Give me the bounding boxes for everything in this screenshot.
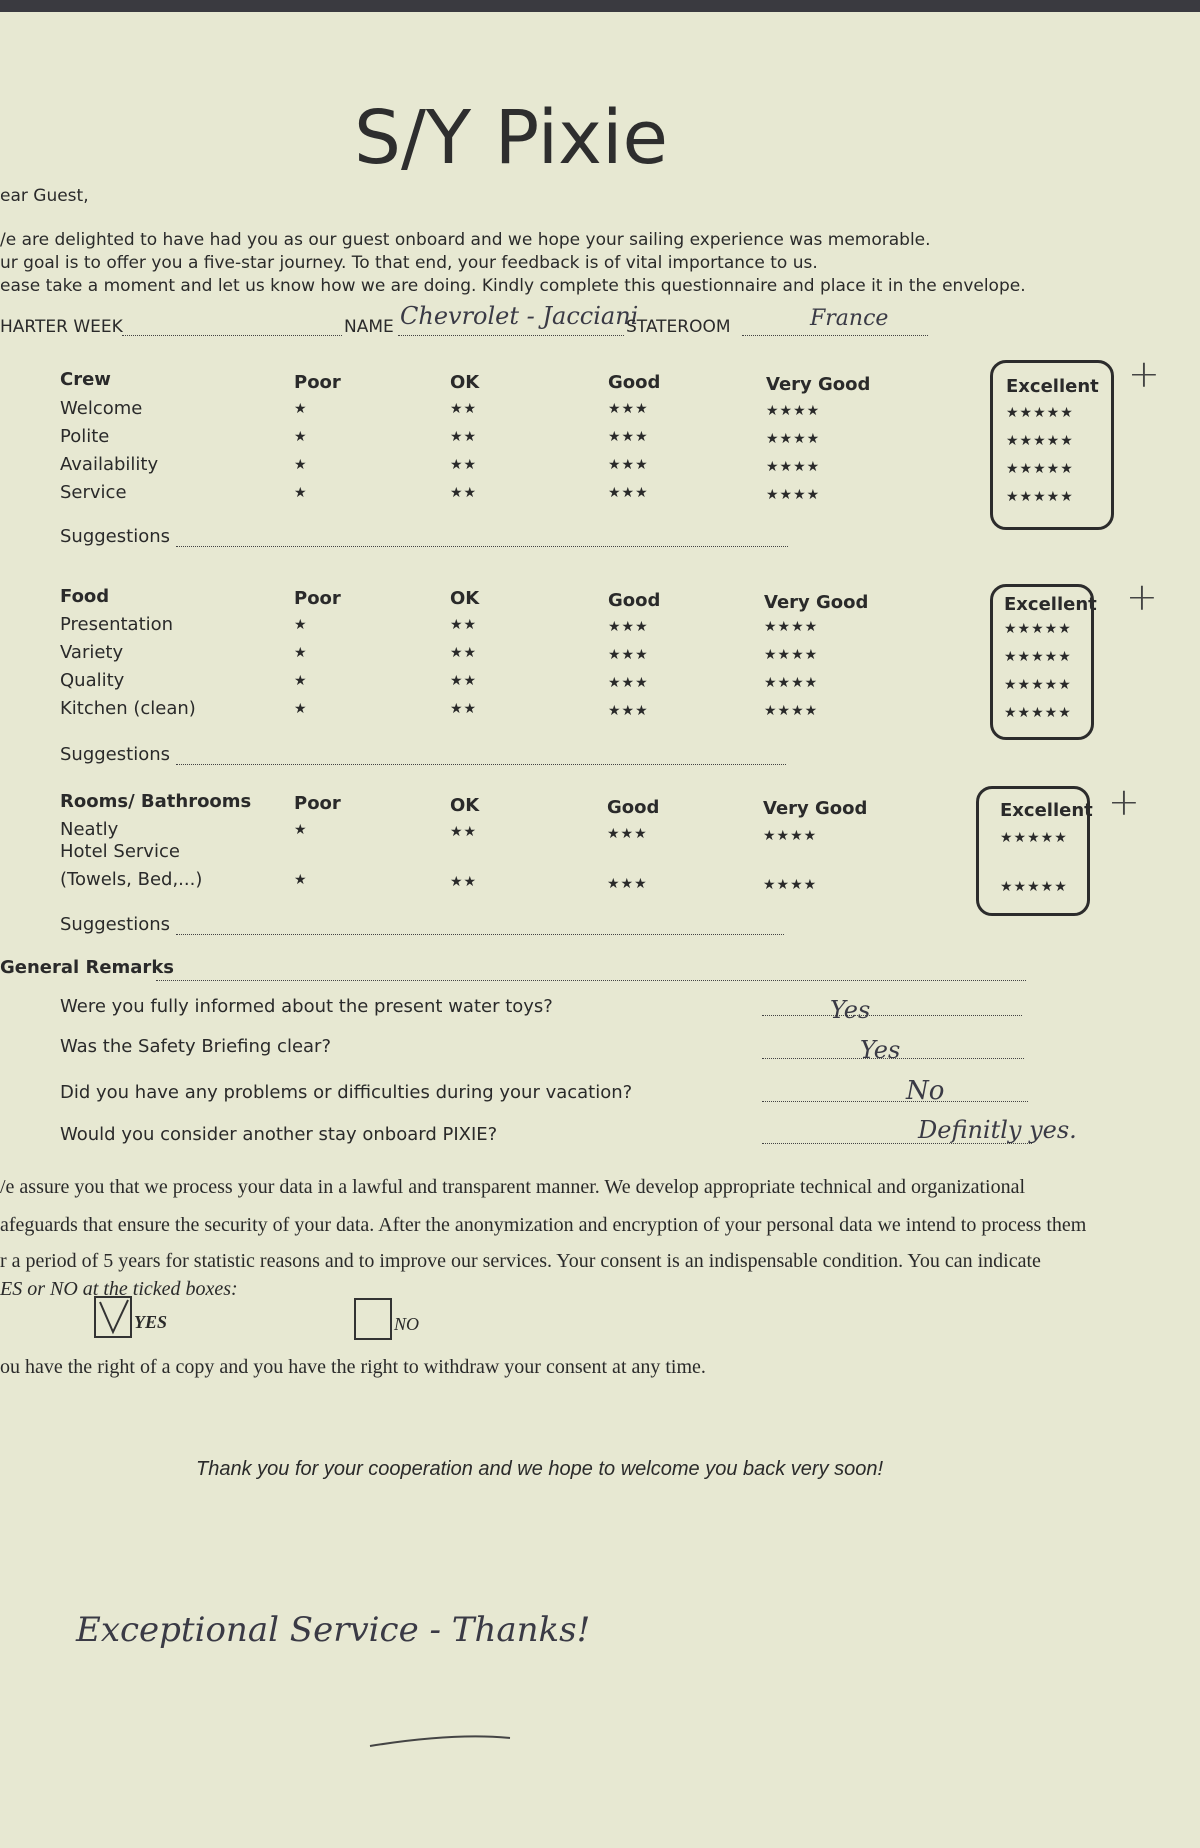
food-variety-good[interactable]: ★★★	[608, 647, 649, 663]
food-col-good: Good	[608, 590, 661, 611]
crew-welcome-good[interactable]: ★★★	[608, 401, 649, 417]
handwritten-note: Exceptional Service - Thanks!	[76, 1610, 591, 1650]
crew-section-title: Crew	[60, 369, 111, 390]
food-quality-very-good[interactable]: ★★★★	[764, 675, 819, 691]
rooms-col-very-good: Very Good	[763, 798, 868, 819]
privacy-line-4: ES or NO at the ticked boxes:	[0, 1278, 238, 1300]
crew-service-poor[interactable]: ★	[294, 485, 308, 501]
rooms-section-title: Rooms/ Bathrooms	[60, 791, 252, 812]
rooms-col-ok: OK	[450, 795, 480, 816]
crew-suggestions-label: Suggestions	[60, 526, 170, 547]
crew-col-very-good: Very Good	[766, 374, 871, 395]
privacy-line-1: /e assure you that we process your data in a lawful and transparent manner. We develop appropriate technical and organizational	[0, 1176, 1026, 1198]
answer-water-toys: Yes	[830, 996, 871, 1024]
rooms-item-towels-bed: (Towels, Bed,...)	[60, 869, 203, 890]
food-variety-very-good[interactable]: ★★★★	[764, 647, 819, 663]
food-item-presentation: Presentation	[60, 614, 174, 635]
crew-col-good: Good	[608, 372, 661, 393]
crew-availability-ok[interactable]: ★★	[450, 457, 478, 473]
rooms-hotel-service-ok[interactable]: ★★	[450, 874, 478, 890]
rooms-col-good: Good	[607, 797, 660, 818]
rooms-col-excellent: Excellent	[1000, 800, 1093, 821]
rooms-item-neatly: Neatly	[60, 819, 119, 840]
food-kitchen-good[interactable]: ★★★	[608, 703, 649, 719]
crew-availability-excellent[interactable]: ★★★★★	[1006, 461, 1074, 477]
rooms-hotel-service-excellent[interactable]: ★★★★★	[1000, 879, 1068, 895]
food-plus-mark: +	[1126, 575, 1158, 619]
rights-text: ou have the right of a copy and you have the right to withdraw your consent at any time.	[0, 1356, 706, 1378]
crew-availability-poor[interactable]: ★	[294, 457, 308, 473]
food-col-excellent: Excellent	[1004, 594, 1097, 615]
food-suggestions-label: Suggestions	[60, 744, 170, 765]
stateroom-field[interactable]	[742, 335, 928, 336]
answer-problems-field[interactable]	[762, 1101, 1028, 1102]
food-kitchen-ok[interactable]: ★★	[450, 701, 478, 717]
food-variety-ok[interactable]: ★★	[450, 645, 478, 661]
food-presentation-excellent[interactable]: ★★★★★	[1004, 621, 1072, 637]
answer-another-stay: Definitly yes.	[918, 1116, 1077, 1144]
thank-you-message: Thank you for your cooperation and we hope to welcome you back very soon!	[196, 1458, 884, 1480]
crew-col-ok: OK	[450, 372, 480, 393]
rooms-hotel-service-poor[interactable]: ★	[294, 872, 308, 888]
crew-item-availability: Availability	[60, 454, 159, 475]
food-item-variety: Variety	[60, 642, 124, 663]
name-label: NAME	[344, 317, 394, 337]
crew-item-welcome: Welcome	[60, 398, 143, 419]
stateroom-value: France	[810, 306, 889, 331]
rooms-suggestions-field[interactable]	[176, 934, 784, 935]
charter-week-field[interactable]	[122, 335, 342, 336]
privacy-line-3: r a period of 5 years for statistic reasons and to improve our services. Your consent is an indispensable condition. You can indicate	[0, 1250, 1041, 1272]
crew-col-excellent: Excellent	[1006, 376, 1099, 397]
crew-welcome-excellent[interactable]: ★★★★★	[1006, 405, 1074, 421]
privacy-line-2: afeguards that ensure the security of your data. After the anonymization and encryption of your personal data we intend to process them	[0, 1214, 1087, 1236]
crew-availability-good[interactable]: ★★★	[608, 457, 649, 473]
crew-welcome-poor[interactable]: ★	[294, 401, 308, 417]
answer-problems: No	[906, 1076, 945, 1106]
crew-item-polite: Polite	[60, 426, 110, 447]
food-suggestions-field[interactable]	[176, 764, 786, 765]
question-another-stay: Would you consider another stay onboard PIXIE?	[60, 1124, 498, 1145]
crew-service-good[interactable]: ★★★	[608, 485, 649, 501]
stateroom-label: STATEROOM	[626, 317, 731, 337]
rooms-plus-mark: +	[1108, 780, 1140, 824]
food-item-kitchen: Kitchen (clean)	[60, 698, 196, 719]
rooms-hotel-service-good[interactable]: ★★★	[607, 876, 648, 892]
checkmark-icon	[96, 1298, 130, 1336]
food-variety-excellent[interactable]: ★★★★★	[1004, 649, 1072, 665]
answer-water-toys-field[interactable]	[762, 1015, 1022, 1016]
crew-polite-excellent[interactable]: ★★★★★	[1006, 433, 1074, 449]
crew-service-excellent[interactable]: ★★★★★	[1006, 489, 1074, 505]
food-variety-poor[interactable]: ★	[294, 645, 308, 661]
consent-no-checkbox[interactable]	[354, 1298, 392, 1340]
crew-service-very-good[interactable]: ★★★★	[766, 487, 821, 503]
crew-polite-ok[interactable]: ★★	[450, 429, 478, 445]
charter-week-label: HARTER WEEK	[0, 317, 123, 337]
question-water-toys: Were you fully informed about the present water toys?	[60, 996, 553, 1017]
consent-yes-checkbox[interactable]	[94, 1296, 132, 1338]
crew-polite-very-good[interactable]: ★★★★	[766, 431, 821, 447]
food-quality-poor[interactable]: ★	[294, 673, 308, 689]
name-value: Chevrolet - Jacciani	[400, 302, 639, 330]
food-kitchen-excellent[interactable]: ★★★★★	[1004, 705, 1072, 721]
food-presentation-ok[interactable]: ★★	[450, 617, 478, 633]
rooms-col-poor: Poor	[294, 793, 341, 814]
crew-welcome-very-good[interactable]: ★★★★	[766, 403, 821, 419]
food-presentation-poor[interactable]: ★	[294, 617, 308, 633]
food-kitchen-very-good[interactable]: ★★★★	[764, 703, 819, 719]
crew-polite-good[interactable]: ★★★	[608, 429, 649, 445]
intro-line-2: ur goal is to offer you a five-star journey. To that end, your feedback is of vital importance to us.	[0, 253, 818, 273]
answer-safety-briefing: Yes	[860, 1036, 901, 1064]
rooms-neatly-good[interactable]: ★★★	[607, 826, 648, 842]
food-col-poor: Poor	[294, 588, 341, 609]
rooms-neatly-ok[interactable]: ★★	[450, 824, 478, 840]
rooms-suggestions-label: Suggestions	[60, 914, 170, 935]
consent-no-label: NO	[394, 1314, 420, 1334]
crew-availability-very-good[interactable]: ★★★★	[766, 459, 821, 475]
rooms-neatly-excellent[interactable]: ★★★★★	[1000, 830, 1068, 846]
food-col-ok: OK	[450, 588, 480, 609]
greeting: ear Guest,	[0, 186, 89, 206]
consent-yes-label: YES	[134, 1312, 168, 1332]
question-problems: Did you have any problems or difficulties during your vacation?	[60, 1082, 633, 1103]
food-kitchen-poor[interactable]: ★	[294, 701, 308, 717]
rooms-hotel-service-very-good[interactable]: ★★★★	[763, 877, 818, 893]
food-quality-good[interactable]: ★★★	[608, 675, 649, 691]
crew-welcome-ok[interactable]: ★★	[450, 401, 478, 417]
signature-stroke	[360, 1722, 520, 1752]
food-presentation-good[interactable]: ★★★	[608, 619, 649, 635]
crew-suggestions-field[interactable]	[176, 546, 788, 547]
food-section-title: Food	[60, 586, 110, 607]
crew-polite-poor[interactable]: ★	[294, 429, 308, 445]
intro-line-1: /e are delighted to have had you as our guest onboard and we hope your sailing experience was memorable.	[0, 230, 931, 250]
intro-line-3: ease take a moment and let us know how we are doing. Kindly complete this questionnaire and place it in the envelope.	[0, 276, 1026, 296]
name-field[interactable]	[398, 335, 624, 336]
photo-top-edge	[0, 0, 1200, 12]
rooms-neatly-very-good[interactable]: ★★★★	[763, 828, 818, 844]
rooms-excellent-circle	[976, 786, 1090, 916]
crew-plus-mark: +	[1128, 352, 1160, 396]
food-quality-ok[interactable]: ★★	[450, 673, 478, 689]
food-presentation-very-good[interactable]: ★★★★	[764, 619, 819, 635]
general-remarks-title: General Remarks	[0, 957, 174, 978]
food-quality-excellent[interactable]: ★★★★★	[1004, 677, 1072, 693]
crew-col-poor: Poor	[294, 372, 341, 393]
form-title: S/Y Pixie	[354, 95, 669, 181]
crew-service-ok[interactable]: ★★	[450, 485, 478, 501]
rooms-neatly-poor[interactable]: ★	[294, 822, 308, 838]
general-remarks-field[interactable]	[156, 980, 1026, 981]
rooms-item-hotel-service: Hotel Service	[60, 841, 180, 862]
food-col-very-good: Very Good	[764, 592, 869, 613]
food-item-quality: Quality	[60, 670, 125, 691]
question-safety-briefing: Was the Safety Briefing clear?	[60, 1036, 332, 1057]
crew-item-service: Service	[60, 482, 127, 503]
